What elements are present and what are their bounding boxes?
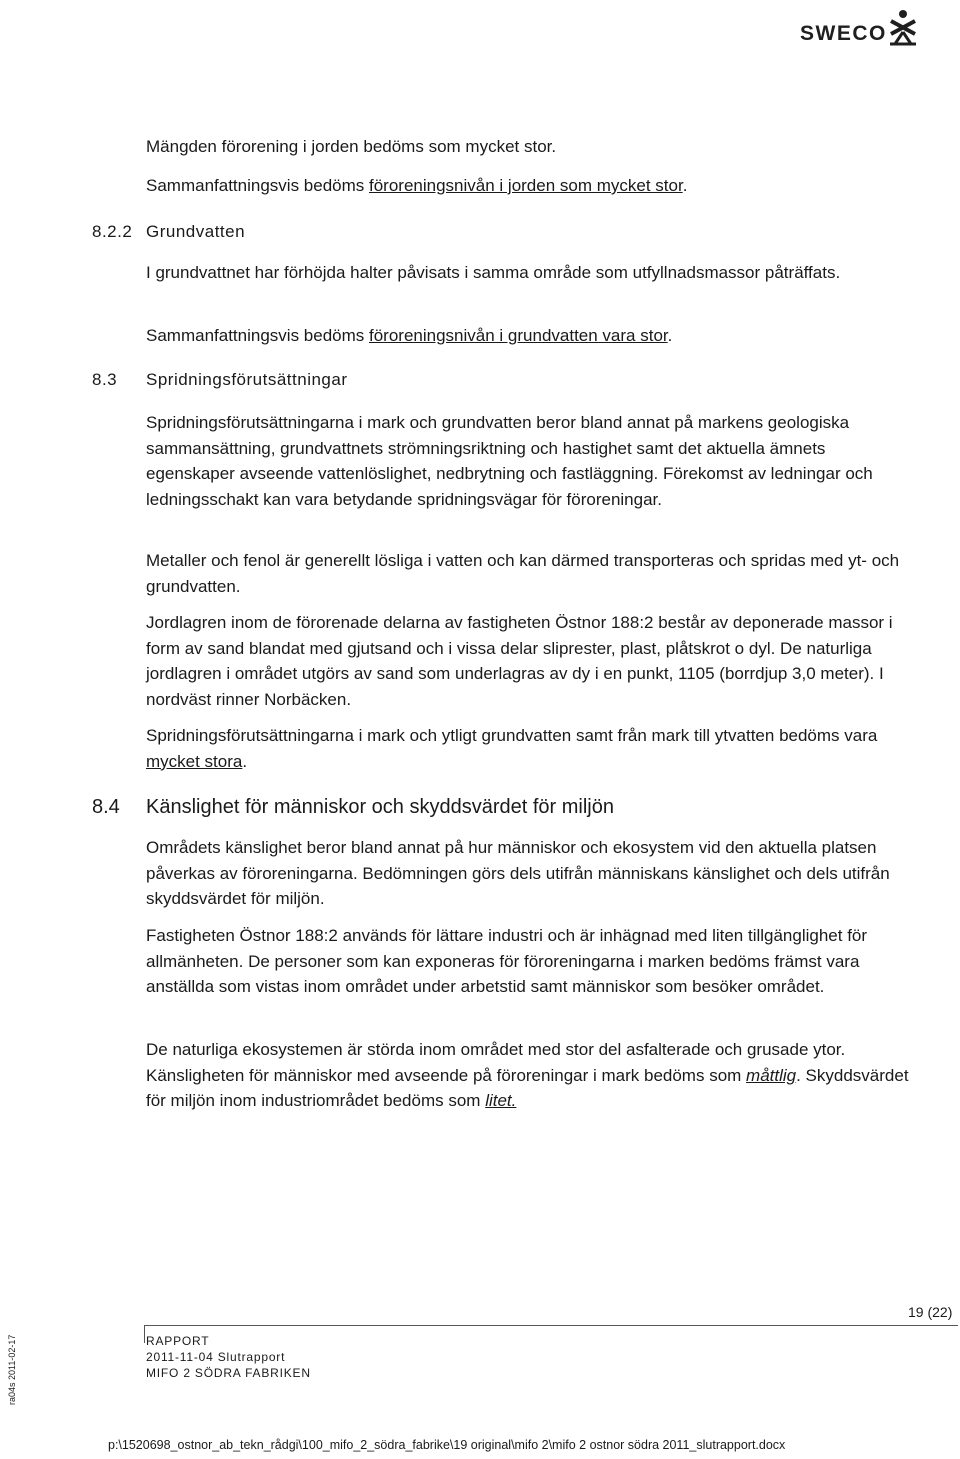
paragraph-property-use: Fastigheten Östnor 188:2 används för lättare industri och är inhägnad med liten tillgänglighet för allmänheten. De personer som kan exponeras för föroreningarna i marken bedöms främst vara anställda som vistas inom området under arbetstid samt människor som besöker området. bbox=[146, 926, 868, 996]
file-path: p:\1520698_ostnor_ab_tekn_rådgi\100_mifo_2_södra_fabrike\19 original\mifo 2\mifo 2 ostnor södra 2011_slutrapport.docx bbox=[108, 1438, 786, 1452]
paragraph-soil-amount: Mängden förorening i jorden bedöms som mycket stor. bbox=[146, 137, 557, 156]
footer-report-date: 2011-11-04 Slutrapport bbox=[146, 1350, 286, 1364]
paragraph-ecosystems: De naturliga ekosystemen är störda inom området med stor del asfalterade och grusade ytor. Känsligheten för människor med avseende på föroreningar i mark bedöms som måttlig. Skyddsvärdet för miljön inom industriområdet bedöms som litet. bbox=[146, 1040, 909, 1110]
sweco-logo bbox=[800, 8, 920, 50]
section-number-8-4: 8.4 bbox=[92, 796, 120, 818]
footer-divider-tick bbox=[144, 1325, 145, 1343]
paragraph-metals-phenol: Metaller och fenol är generellt lösliga i vatten och kan därmed transporteras och spridas med yt- och grundvatten. bbox=[146, 551, 900, 596]
page-number: 19 (22) bbox=[908, 1304, 953, 1320]
paragraph-soil-summary: Sammanfattningsvis bedöms föroreningsnivån i jorden som mycket stor. bbox=[146, 176, 688, 195]
section-number-8-3: 8.3 bbox=[92, 370, 118, 389]
side-template-code: ra04s 2011-02-17 bbox=[7, 1334, 17, 1405]
paragraph-area-sensitivity: Områdets känslighet beror bland annat på hur människor och ekosystem vid den aktuella platsen påverkas av föroreningarna. Bedömningen görs dels utifrån människans känslighet och dels utifrån skyddsvärdet för miljön. bbox=[146, 838, 890, 908]
paragraph-groundwater: I grundvattnet har förhöjda halter påvisats i samma område som utfyllnadsmassor påträffats. bbox=[146, 263, 841, 282]
footer-report-label: RAPPORT bbox=[146, 1334, 210, 1348]
footer-divider bbox=[144, 1325, 958, 1326]
paragraph-spreading-conditions: Spridningsförutsättningarna i mark och grundvatten beror bland annat på markens geologiska sammansättning, grundvattnets strömningsriktning och hastighet samt det aktuella ämnets egenskaper avseende vattenlöslighet, nedbrytning och fastläggning. Förekomst av ledningar och ledningsschakt kan vara betydande spridningsvägar för föroreningar. bbox=[146, 413, 873, 509]
section-title-grundvatten: Grundvatten bbox=[146, 222, 246, 241]
paragraph-groundwater-summary: Sammanfattningsvis bedöms föroreningsnivån i grundvatten vara stor. bbox=[146, 326, 673, 345]
section-number-8-2-2: 8.2.2 bbox=[92, 222, 133, 241]
footer-report-project: MIFO 2 SÖDRA FABRIKEN bbox=[146, 1366, 311, 1380]
section-title-sensitivity: Känslighet för människor och skyddsvärdet för miljön bbox=[146, 796, 614, 818]
logo-text: SWECO bbox=[800, 22, 887, 45]
paragraph-spreading-summary: Spridningsförutsättningarna i mark och ytligt grundvatten samt från mark till ytvatten bedöms vara mycket stora. bbox=[146, 726, 878, 771]
sweco-figure-icon bbox=[888, 8, 918, 48]
paragraph-soil-layers: Jordlagren inom de förorenade delarna av fastigheten Östnor 188:2 består av deponerade massor i form av sand blandat med gjutsand och i vissa delar sliprester, plast, plåtskrot o dyl. De naturliga jordlagren i området utgörs av sand som underlagras av dy i en punkt, 1105 (borrdjup 3,0 meter). I nordväst rinner Norbäcken. bbox=[146, 613, 893, 709]
section-title-spridning: Spridningsförutsättningar bbox=[146, 370, 348, 389]
